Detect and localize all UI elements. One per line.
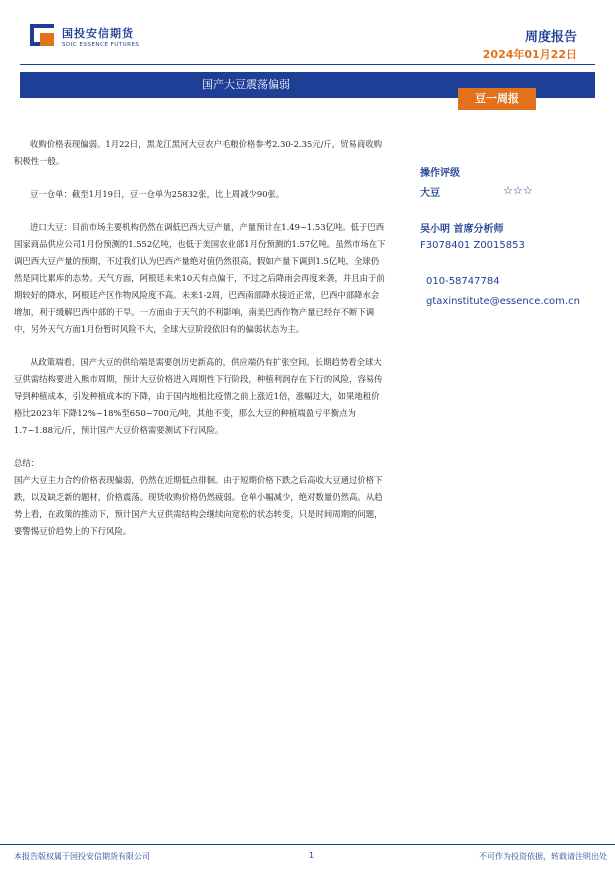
footer-copyright: 本报告版权属于国投安信期货有限公司 (14, 852, 150, 861)
rating-title: 操作评级 (420, 168, 460, 179)
company-logo-icon (30, 24, 56, 48)
analyst-certificates: F3078401 Z0015853 (420, 240, 525, 251)
rating-stars-icon: ☆☆☆ (503, 184, 533, 197)
summary-text: 国产大豆主力合约价格表现偏弱，仍然在近期低点徘徊。由于短期价格下跌之后高收大豆通过价格下跌，以及缺乏新的题材，价格震荡。现货收购价格仍然疲弱。仓单小幅减少，绝对数量仍然高。从趋势上看，在政策的推动下，预计国产大豆供需结构会继续向宽松的状态转变，只是时间周期的问题，要警惕豆价趋势上的下行风险。 (14, 475, 383, 536)
footer-divider (0, 844, 615, 845)
report-date: 2024年01月22日 (482, 48, 577, 61)
summary-label: 总结： (14, 458, 40, 468)
report-title: 国产大豆震荡偏弱 (20, 72, 472, 98)
report-type: 周度报告 (524, 30, 577, 45)
page-number: 1 (309, 851, 315, 860)
company-name-cn: 国投安信期货 (62, 26, 134, 40)
paragraph-policy: 从政策端看，国产大豆的供给端是需要创历史新高的，供应端仍有扩张空间。长期趋势看全球大豆供需结构要进入熊市周期，预计大豆价格进入周期性下行阶段，种植利润存在下行的风险，容易传导到种植成本，引发种植成本的下降，由于国内地租比疫情之前上涨近1倍，涨幅过大，如果地租价格比2023年下降12%~18%至650~700元/吨，其他不变，那么大豆的种植端盈亏平衡点为1.7~1.88元/斤，预计国产大豆价格需要测试下行风险。 (14, 357, 383, 435)
company-name-en: SDIC ESSENCE FUTURES (62, 41, 140, 48)
rating-product: 大豆 (420, 188, 440, 199)
contact-email[interactable]: gtaxinstitute@essence.com.cn (426, 296, 580, 307)
brand-logo (30, 24, 139, 48)
weekly-report-tab: 豆一周报 (458, 88, 536, 110)
paragraph-spot-price: 收购价格表现偏弱。1月22日，黑龙江黑河大豆农户毛粮价格参考2.30-2.35元/斤，贸易商收购积极性一般。 (14, 139, 383, 166)
paragraph-imported-soybeans: 进口大豆：目前市场主要机构仍然在调低巴西大豆产量，产量预计在1.49~1.53亿吨。低于巴西国家商品供应公司1月份预测的1.552亿吨，也低于美国农业部1月份预测的1.57亿吨。虽然市场在下调巴西大豆产量的预期，不过我们认为巴西产量绝对值仍然很高。假如产量下调到1.5亿吨，全球仍然是同比累库的态势。天气方面，阿根廷未来10天有点偏干，不过之后降雨会再度来袭，并且由于前期较好的降水，阿根廷产区作物风险度不高。未来1-2周，巴西南部降水接近正常，巴西中部降水会增加，利于缓解巴西中部的干旱。一方面由于天气的不利影响，南美巴西作物产量已经存不断下调中，另外天气方面1月份暂时风险不大，全球大豆阶段依旧有的偏弱状态为主。 (14, 222, 386, 334)
analyst-name: 吴小明 首席分析师 (420, 224, 504, 235)
contact-phone: 010-58747784 (426, 276, 500, 287)
footer-notice: 不可作为投资依据，转载请注明出处 (479, 852, 607, 861)
main-content (14, 136, 386, 540)
header-divider (20, 64, 595, 65)
paragraph-warehouse-receipts: 豆一仓单：截至1月19日，豆一仓单为25832张，比上周减少90张。 (30, 189, 285, 199)
rating-row (420, 184, 600, 199)
